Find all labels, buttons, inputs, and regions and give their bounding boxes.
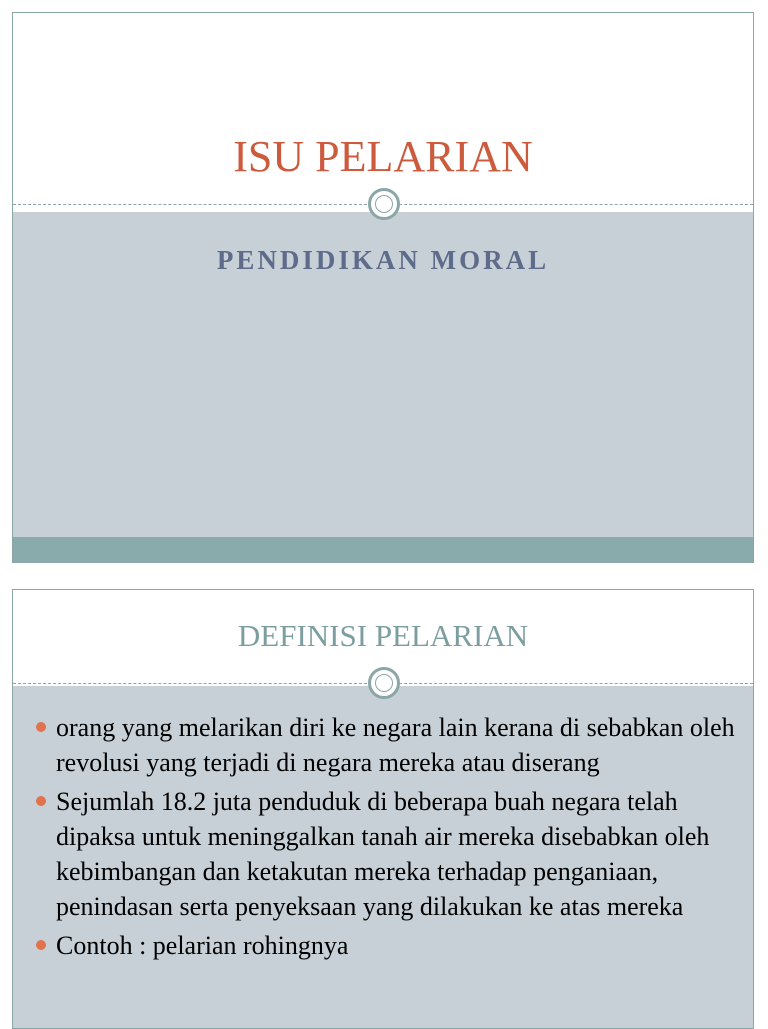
slide-subtitle: PENDIDIKAN MORAL [216, 245, 550, 275]
list-item [33, 710, 739, 780]
circle-ornament-icon [368, 188, 400, 220]
list-item [33, 928, 739, 963]
title-slide [12, 12, 754, 563]
slide-title: DEFINISI PELARIAN [237, 618, 529, 653]
definition-slide [12, 589, 754, 1029]
footer-band [13, 537, 753, 563]
list-item [33, 784, 739, 924]
slide-title: ISU PELARIAN [233, 132, 533, 181]
list-item-text: orang yang melarikan diri ke negara lain kerana di sebabkan oleh revolusi yang terjadi di negara mereka atau diserang [56, 713, 735, 777]
round-bullet-icon [36, 940, 46, 950]
round-bullet-icon [36, 796, 46, 806]
list-item-text: Contoh : pelarian rohingnya [56, 931, 349, 960]
list-item-text: Sejumlah 18.2 juta penduduk di beberapa buah negara telah dipaksa untuk meninggalkan tanah air mereka disebabkan oleh kebimbangan dan ketakutan mereka terhadap penganiaan, penindasan serta penyeksaan yang dilakukan ke atas mereka [56, 787, 710, 921]
round-bullet-icon [36, 722, 46, 732]
circle-ornament-icon [368, 667, 400, 699]
bullet-list [33, 710, 739, 967]
